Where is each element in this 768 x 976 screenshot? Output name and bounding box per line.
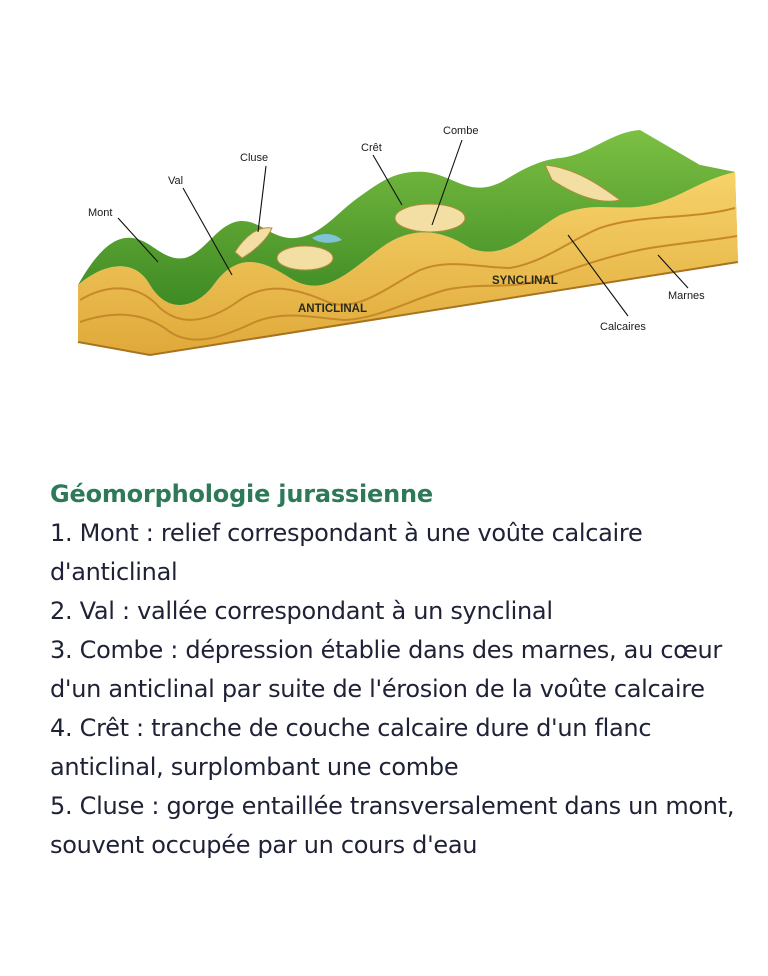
caption-item-val: 2. Val : vallée correspondant à un synclinal: [50, 597, 553, 625]
jura-block-diagram: [0, 0, 768, 420]
label-val: Val: [168, 175, 184, 187]
cluse-leader: [258, 166, 266, 232]
caption-block: [50, 480, 755, 865]
caption-title: Géomorphologie jurassienne: [50, 480, 433, 508]
combe-depression-center: [395, 204, 465, 232]
label-combe: Combe: [443, 125, 479, 137]
label-marnes: Marnes: [668, 290, 705, 302]
label-cluse: Cluse: [240, 152, 269, 164]
combe-depression-left: [277, 246, 333, 270]
caption-item-cret: 4. Crêt : tranche de couche calcaire dure d'un flanc anticlinal, surplombant une combe: [50, 714, 652, 781]
caption-item-mont: 1. Mont : relief correspondant à une voûte calcaire d'anticlinal: [50, 519, 643, 586]
label-synclinal: SYNCLINAL: [492, 275, 558, 287]
label-cret: Crêt: [361, 142, 382, 154]
label-mont: Mont: [88, 207, 113, 219]
caption-item-cluse: 5. Cluse : gorge entaillée transversalement dans un mont, souvent occupée par un cours d'eau: [50, 792, 735, 859]
label-anticlinal: ANTICLINAL: [298, 303, 367, 315]
caption-item-combe: 3. Combe : dépression établie dans des marnes, au cœur d'un anticlinal par suite de l'érosion de la voûte calcaire: [50, 636, 722, 703]
label-calcaires: Calcaires: [600, 321, 646, 333]
